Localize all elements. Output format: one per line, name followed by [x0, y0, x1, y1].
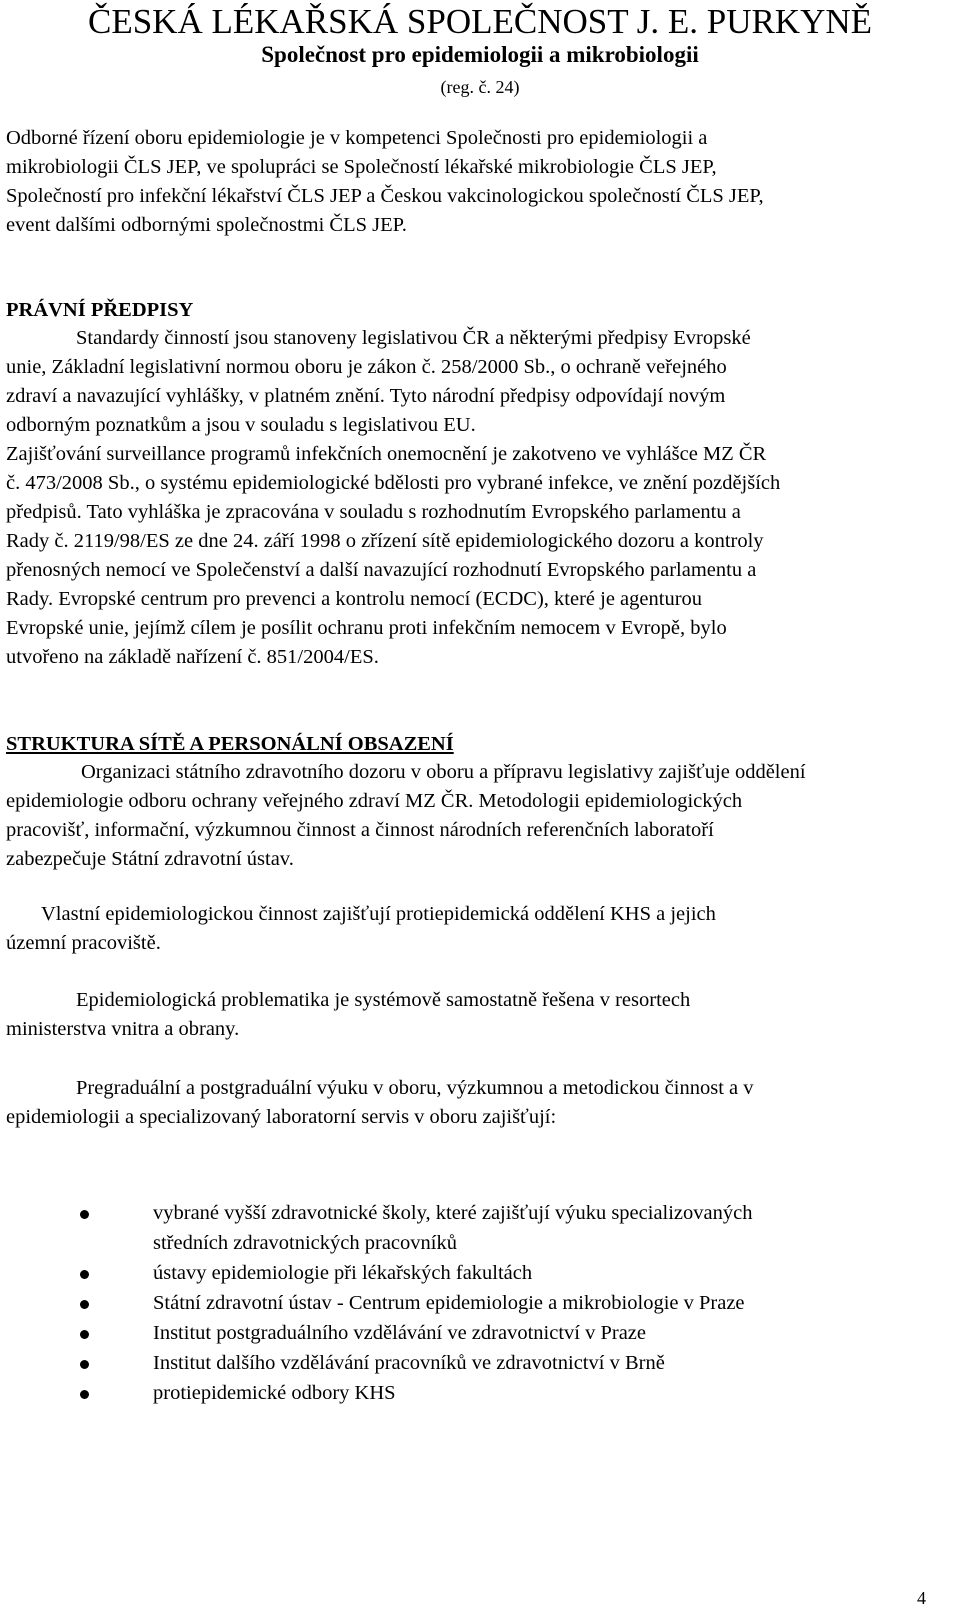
structure-para1-line: Organizaci státního zdravotního dozoru v oboru a přípravu legislativy zajišťuje oddělení [81, 761, 806, 783]
legal-line: Evropské unie, jejímž cílem je posílit ochranu proti infekčním nemocem v Evropě, bylo [6, 617, 727, 639]
legal-line: Rady. Evropské centrum pro prevenci a kontrolu nemocí (ECDC), které je agenturou [6, 588, 703, 610]
list-item [0, 1318, 930, 1348]
list-item-text: vybrané vyšší zdravotnické školy, které zajišťují výuku specializovaných [153, 1202, 753, 1224]
legal-line: č. 473/2008 Sb., o systému epidemiologické bdělosti pro vybrané infekce, ve znění pozdějších [6, 472, 781, 494]
structure-para2-line: Vlastní epidemiologickou činnost zajišťují protiepidemická oddělení KHS a jejich [41, 903, 716, 925]
structure-para3-line: ministerstva vnitra a obrany. [6, 1018, 240, 1040]
legal-line: unie, Základní legislativní normou oboru je zákon č. 258/2000 Sb., o ochraně veřejného [6, 356, 727, 378]
institutions-list [0, 1198, 930, 1408]
structure-para4-line: epidemiologii a specializovaný laboratorní servis v oboru zajišťují: [6, 1106, 557, 1128]
intro-line: Odborné řízení oboru epidemiologie je v kompetenci Společnosti pro epidemiologii a [6, 127, 708, 149]
legal-line: zdraví a navazující vyhlášky, v platném znění. Tyto národní předpisy odpovídají novým [6, 385, 726, 407]
list-item [0, 1198, 930, 1258]
list-item [0, 1348, 930, 1378]
list-item-text: ústavy epidemiologie při lékařských fakultách [153, 1262, 533, 1284]
legal-line: Zajišťování surveillance programů infekčních onemocnění je zakotveno ve vyhlášce MZ ČR [6, 443, 767, 465]
list-item-text: Státní zdravotní ústav - Centrum epidemiologie a mikrobiologie v Praze [153, 1292, 745, 1314]
list-item-text: Institut postgraduálního vzdělávání ve zdravotnictví v Praze [153, 1322, 646, 1344]
bullet-icon [80, 1300, 89, 1309]
page-title: ČESKÁ LÉKAŘSKÁ SPOLEČNOST J. E. PURKYNĚ [87, 2, 873, 41]
structure-para2 [6, 900, 936, 958]
list-item-text: Institut dalšího vzdělávání pracovníků ve zdravotnictví v Brně [153, 1352, 665, 1374]
structure-para1-line: epidemiologie odboru ochrany veřejného zdraví MZ ČR. Metodologii epidemiologických [6, 790, 743, 812]
structure-heading: STRUKTURA SÍTĚ A PERSONÁLNÍ OBSAZENÍ [6, 733, 454, 755]
page-number: 4 [917, 1588, 926, 1608]
structure-para4-line: Pregraduální a postgraduální výuku v oboru, výzkumnou a metodickou činnost a v [76, 1077, 754, 1099]
legal-section [6, 296, 936, 672]
legal-line: utvořeno na základě nařízení č. 851/2004/ES. [6, 646, 379, 668]
list-item-text: protiepidemické odbory KHS [153, 1382, 396, 1404]
structure-para3-line: Epidemiologická problematika je systémově samostatně řešena v resortech [76, 989, 691, 1011]
list-item-text: středních zdravotnických pracovníků [153, 1232, 457, 1254]
structure-para3 [6, 986, 936, 1044]
bullet-icon [80, 1360, 89, 1369]
list-item [0, 1258, 930, 1288]
bullet-icon [80, 1330, 89, 1339]
structure-para1-line: zabezpečuje Státní zdravotní ústav. [6, 848, 294, 870]
intro-line: Společností pro infekční lékařství ČLS JEP a Českou vakcinologickou společností ČLS JEP, [6, 185, 764, 207]
structure-section [6, 730, 936, 874]
bullet-icon [80, 1390, 89, 1399]
bullet-icon [80, 1210, 89, 1219]
legal-heading: PRÁVNÍ PŘEDPISY [6, 299, 194, 321]
legal-line: Rady č. 2119/98/ES ze dne 24. září 1998 o zřízení sítě epidemiologického dozoru a kontroly [6, 530, 764, 552]
intro-paragraph [6, 124, 936, 240]
intro-line: event dalšími odbornými společnostmi ČLS JEP. [6, 214, 407, 236]
legal-line: odborným poznatkům a jsou v souladu s legislativou EU. [6, 414, 476, 436]
legal-line: předpisů. Tato vyhláška je zpracována v souladu s rozhodnutím Evropského parlamentu a [6, 501, 741, 523]
list-item [0, 1378, 930, 1408]
structure-para1-line: pracovišť, informační, výzkumnou činnost a činnost národních referenčních laboratoří [6, 819, 714, 841]
intro-line: mikrobiologii ČLS JEP, ve spolupráci se Společností lékařské mikrobiologie ČLS JEP, [6, 156, 717, 178]
structure-para2-line: územní pracoviště. [6, 932, 161, 954]
registration-number: (reg. č. 24) [440, 77, 520, 97]
structure-para4 [6, 1074, 936, 1132]
legal-line: přenosných nemocí ve Společenství a další navazující rozhodnutí Evropského parlamentu a [6, 559, 757, 581]
legal-line: Standardy činností jsou stanoveny legislativou ČR a některými předpisy Evropské [76, 327, 751, 349]
bullet-icon [80, 1270, 89, 1279]
page-subtitle: Společnost pro epidemiologii a mikrobiologii [261, 42, 699, 67]
list-item [0, 1288, 930, 1318]
